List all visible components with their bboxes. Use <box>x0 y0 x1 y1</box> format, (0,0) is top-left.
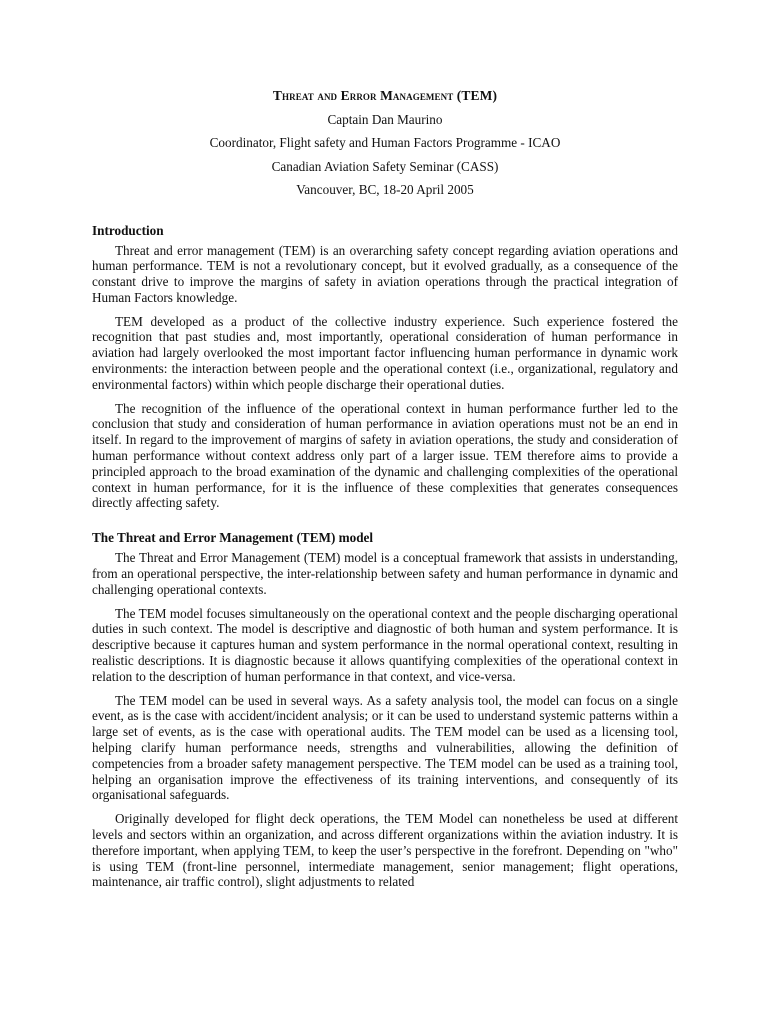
event-name: Canadian Aviation Safety Seminar (CASS) <box>271 158 499 174</box>
paragraph: Originally developed for flight deck operations, the TEM Model can nonetheless be used at different levels and sectors within an organization, and across different organizations within the aviation industry. It is therefore important, when applying TEM, to keep the user’s perspective in the forefront. Depending on "who" is using TEM (front-line personnel, intermediate management, senior management; flight operations, maintenance, air traffic control), slight adjustments to related <box>92 811 678 890</box>
author-name: Captain Dan Maurino <box>327 111 443 127</box>
section-introduction <box>92 222 678 512</box>
section-heading: Introduction <box>92 222 164 238</box>
document-header <box>92 84 678 202</box>
paragraph: The Threat and Error Management (TEM) model is a conceptual framework that assists in understanding, from an operational perspective, the inter-relationship between safety and human performance in dynamic and challenging operational contexts. <box>92 550 678 597</box>
document-title: Threat and Error Management (TEM) <box>272 88 498 103</box>
paragraph: TEM developed as a product of the collective industry experience. Such experience fostered the recognition that past studies and, most importantly, operational consideration of human performance in aviation had largely overlooked the most important factor influencing human performance in dynamic work environments: the interaction between people and the operational context (i.e., organizational, regulatory and environmental factors) within which people discharge their operational duties. <box>92 313 678 392</box>
paragraph: Threat and error management (TEM) is an overarching safety concept regarding aviation operations and human performance. TEM is not a revolutionary concept, but it evolved gradually, as a consequence of the constant drive to improve the margins of safety in aviation operations through the practical integration of Human Factors knowledge. <box>92 242 678 305</box>
section-tem-model <box>92 529 678 890</box>
paragraph: The TEM model can be used in several ways. As a safety analysis tool, the model can focus on a single event, as is the case with accident/incident analysis; or it can be used to understand systemic patterns within a large set of events, as is the case with operational audits. The TEM model can be used as a licensing tool, helping clarify human performance needs, strengths and vulnerabilities, allowing the definition of competencies from a broader safety management perspective. The TEM model can be used as a training tool, helping an organisation improve the effectiveness of its training interventions, and consequently of its organisational safeguards. <box>92 692 678 803</box>
paragraph: The TEM model focuses simultaneously on the operational context and the people discharging operational duties in such context. The model is descriptive and diagnostic of both human and system performance. It is descriptive because it captures human and system performance in the normal operational context, resulting in realistic descriptions. It is diagnostic because it allows quantifying complexities of the operational context in relation to the description of human performance in that context, and vice-versa. <box>92 605 678 684</box>
paragraph: The recognition of the influence of the operational context in human performance further led to the conclusion that study and consideration of human performance in aviation operations must not be an end in itself. In regard to the improvement of margins of safety in aviation operations, the study and consideration of human performance without context address only part of a larger issue. TEM therefore aims to provide a principled approach to the broad examination of the dynamic and challenging complexities of the operational context in human performance, for it is the influence of these complexities that generates consequences directly affecting safety. <box>92 400 678 511</box>
event-location-date: Vancouver, BC, 18-20 April 2005 <box>296 182 474 197</box>
author-affiliation: Coordinator, Flight safety and Human Factors Programme - ICAO <box>209 135 561 150</box>
document-page <box>92 84 678 908</box>
section-heading: The Threat and Error Management (TEM) model <box>92 530 374 546</box>
